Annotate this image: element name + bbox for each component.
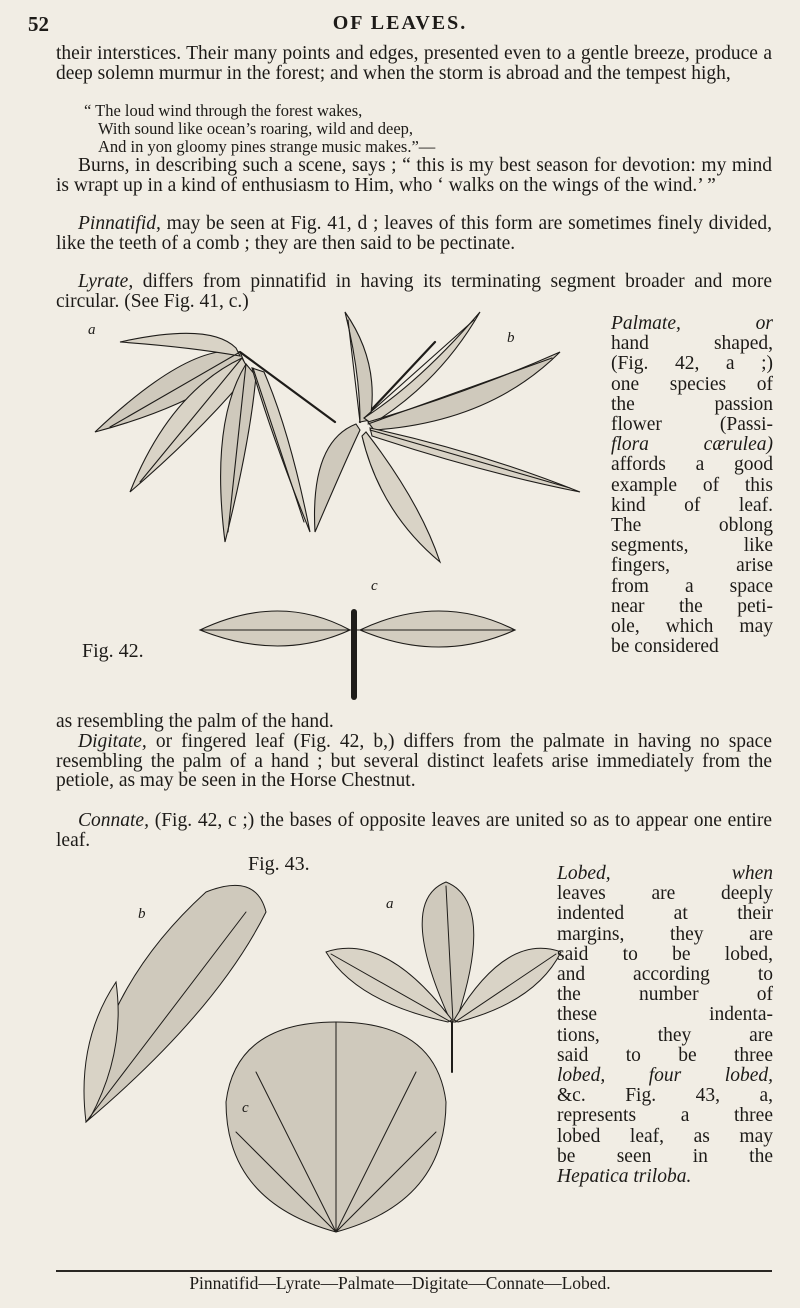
lobed-line: these indenta- xyxy=(557,1004,773,1026)
fig42-label: Fig. 42. xyxy=(82,640,144,662)
palmate-line: affords a good xyxy=(611,454,773,476)
palmate-line: from a space xyxy=(611,575,773,597)
palmate-leaf-a xyxy=(95,333,335,542)
fig42-letter-a: a xyxy=(88,322,96,338)
term-digitate: Digitate, xyxy=(78,731,147,752)
fig43-letter-b: b xyxy=(138,906,146,922)
fig42-letter-c: c xyxy=(371,578,378,594)
palmate-line: ole, which may xyxy=(611,616,773,638)
paragraph-lyrate xyxy=(56,272,772,311)
palmate-line: kind of leaf. xyxy=(611,494,773,516)
fig43-letter-a: a xyxy=(386,896,394,912)
term-lyrate: Lyrate, xyxy=(78,271,134,292)
palmate-line: be considered xyxy=(611,636,719,658)
digitate-text: or fingered leaf (Fig. 42, b,) differs from the palmate in having no space resembling the palm of a hand ; but several distinct leafets arise immediately from the petiole, as may be seen in the Horse Chestnut. xyxy=(56,731,772,791)
lobed-line: and according to xyxy=(557,964,773,986)
poem-line: With sound like ocean’s roaring, wild and deep, xyxy=(98,119,414,138)
paragraph-burns: Burns, in describing such a scene, says ; “ this is my best season for devotion: my mind is wrapt up in a kind of enthusiasm to Him, who ‘ walks on the wings of the wind.’ ” xyxy=(56,155,772,196)
paragraph-connate xyxy=(56,811,772,850)
fig43-letter-c: c xyxy=(242,1100,249,1116)
paragraph-pinnatifid xyxy=(56,214,772,253)
lobed-line xyxy=(557,864,773,884)
poem-line: And in yon gloomy pines strange music makes.”— xyxy=(98,137,436,156)
palmate-line: flora cærulea) xyxy=(611,434,773,456)
fig43-label: Fig. 43. xyxy=(248,853,310,875)
pinnatifid-text: may be seen at Fig. 41, d ; leaves of this form are sometimes finely divided, like the teeth of a comb ; they are then said to be pectinate. xyxy=(56,213,772,254)
paragraph-palmate xyxy=(611,314,773,657)
lobed-leaf-c xyxy=(226,1022,446,1232)
paragraph-lobed xyxy=(557,864,773,1187)
lobed-line: represents a three xyxy=(557,1105,773,1127)
palmate-line: The oblong xyxy=(611,515,773,537)
poem-quote xyxy=(84,102,704,156)
lobed-line: Hepatica triloba. xyxy=(557,1166,692,1188)
palmate-line: (Fig. 42, a ;) xyxy=(611,353,773,375)
figure-43-illustration xyxy=(56,872,556,1262)
term-connate: Connate, xyxy=(78,810,149,831)
lobed-line: said to be lobed, xyxy=(557,943,773,965)
palmate-line: near the peti- xyxy=(611,595,773,617)
connate-leaf-c xyxy=(200,611,515,697)
connate-text: (Fig. 42, c ;) the bases of opposite leaves are united so as to appear one entire leaf. xyxy=(56,810,772,851)
lobed-line: tions, they are xyxy=(557,1024,773,1046)
lobed-line: lobed leaf, as may xyxy=(557,1125,773,1147)
palmate-line: fingers, arise xyxy=(611,555,773,577)
palmate-line xyxy=(611,314,773,334)
lobed-line: margins, they are xyxy=(557,923,773,945)
page-number: 52 xyxy=(28,12,49,36)
lobed-line: the number of xyxy=(557,984,773,1006)
paragraph-storm: their interstices. Their many points and edges, presented even to a gentle breeze, produce a deep solemn murmur in the forest; and when the storm is abroad and the tempest high, xyxy=(56,43,772,84)
running-head: OF LEAVES. xyxy=(332,12,468,34)
lobed-line: &c. Fig. 43, a, xyxy=(557,1085,773,1107)
footer-summary: Pinnatifid—Lyrate—Palmate—Digitate—Connate—Lobed. xyxy=(189,1273,611,1293)
palmate-line: the passion xyxy=(611,393,773,415)
lobed-line: lobed, four lobed, xyxy=(557,1065,773,1087)
lobed-line: be seen in the xyxy=(557,1145,773,1167)
palmate-line: example of this xyxy=(611,474,773,496)
palmate-line: flower (Passi- xyxy=(611,414,773,436)
footer-rule xyxy=(56,1270,772,1272)
palmate-line: segments, like xyxy=(611,535,773,557)
lobed-line: indented at their xyxy=(557,903,773,925)
lobed-line: said to be three xyxy=(557,1044,773,1066)
paragraph-digitate xyxy=(56,732,772,791)
lyrate-text: differs from pinnatifid in having its terminating segment broader and more circular. (See Fig. 41, c.) xyxy=(56,271,772,312)
palmate-continuation: as resembling the palm of the hand. xyxy=(56,711,334,732)
palmate-line: hand shaped, xyxy=(611,333,773,355)
term-pinnatifid: Pinnatifid, xyxy=(78,213,161,234)
page-header xyxy=(28,10,772,38)
fig42-letter-b: b xyxy=(507,330,515,346)
digitate-leaf-b xyxy=(315,312,580,562)
poem-line: “ The loud wind through the forest wakes, xyxy=(84,101,363,120)
term-palmate: Palmate, or xyxy=(611,313,773,334)
term-lobed: Lobed, when xyxy=(557,863,773,884)
lobed-line: leaves are deeply xyxy=(557,883,773,905)
palmate-line: one species of xyxy=(611,373,773,395)
